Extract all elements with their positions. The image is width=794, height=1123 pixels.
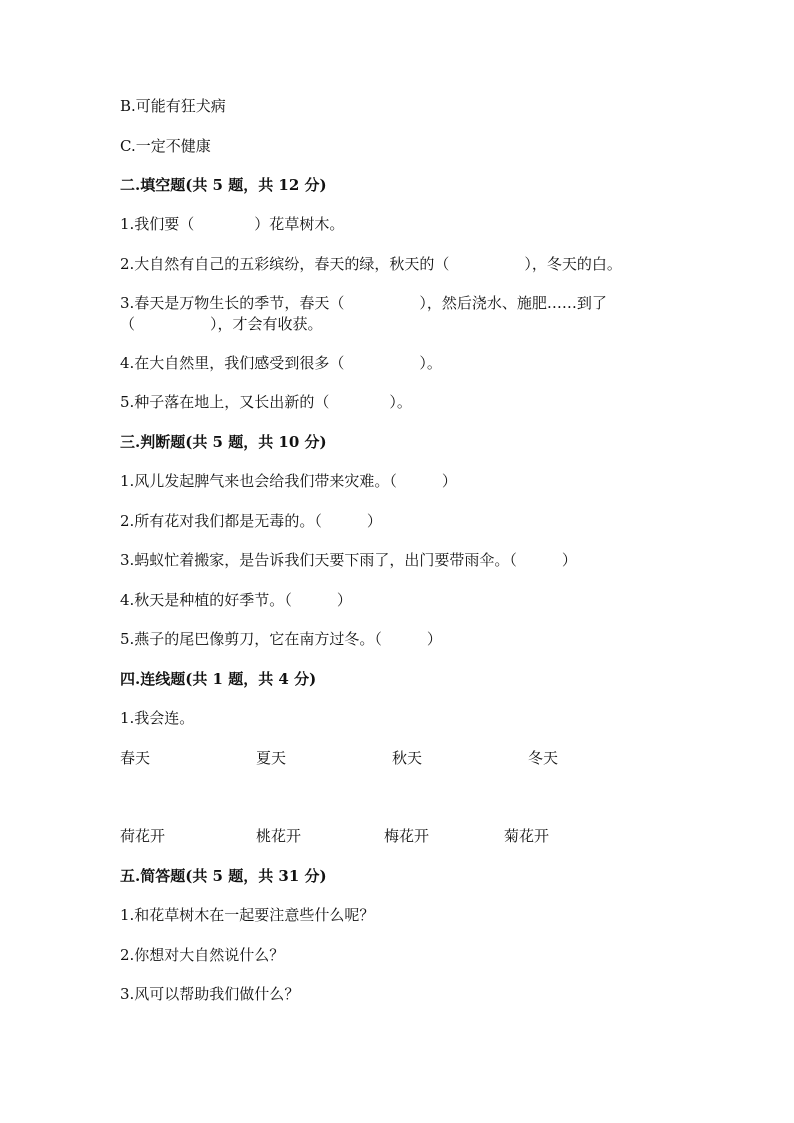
- section-heading-true-false: 三.判断题(共 5 题，共 10 分): [120, 433, 327, 451]
- fill-blank-question-3-continued: （ ），才会有收获。: [120, 315, 323, 333]
- choice-option-c: C.一定不健康: [120, 137, 211, 155]
- fill-blank-question-5: 5.种子落在地上，又长出新的（ ）。: [120, 393, 412, 411]
- season-autumn: 秋天: [392, 749, 423, 767]
- short-answer-question-3: 3.风可以帮助我们做什么？: [120, 985, 300, 1003]
- choice-option-b: B.可能有狂犬病: [120, 97, 226, 115]
- matching-question-1: 1.我会连。: [120, 709, 195, 727]
- flower-chrysanthemum: 菊花开: [504, 827, 550, 845]
- season-spring: 春天: [120, 749, 151, 767]
- true-false-question-4: 4.秋天是种植的好季节。（ ）: [120, 591, 352, 609]
- true-false-question-5: 5.燕子的尾巴像剪刀，它在南方过冬。（ ）: [120, 630, 442, 648]
- flower-plum: 梅花开: [384, 827, 430, 845]
- true-false-question-2: 2.所有花对我们都是无毒的。（ ）: [120, 512, 382, 530]
- season-summer: 夏天: [256, 749, 287, 767]
- flower-lotus: 荷花开: [120, 827, 166, 845]
- short-answer-question-1: 1.和花草树木在一起要注意些什么呢？: [120, 906, 375, 924]
- fill-blank-question-1: 1.我们要（ ）花草树木。: [120, 215, 345, 233]
- true-false-question-1: 1.风儿发起脾气来也会给我们带来灾难。（ ）: [120, 472, 457, 490]
- fill-blank-question-3: 3.春天是万物生长的季节，春天（ ），然后浇水、施肥……到了: [120, 294, 607, 312]
- fill-blank-question-4: 4.在大自然里，我们感受到很多（ ）。: [120, 354, 442, 372]
- short-answer-question-2: 2.你想对大自然说什么？: [120, 946, 285, 964]
- section-heading-fill-blank: 二.填空题(共 5 题，共 12 分): [120, 176, 327, 194]
- section-heading-matching: 四.连线题(共 1 题，共 4 分): [120, 670, 317, 688]
- section-heading-short-answer: 五.简答题(共 5 题，共 31 分): [120, 867, 327, 885]
- fill-blank-question-2: 2.大自然有自己的五彩缤纷，春天的绿，秋天的（ ），冬天的白。: [120, 255, 622, 273]
- flower-peach: 桃花开: [256, 827, 302, 845]
- true-false-question-3: 3.蚂蚁忙着搬家，是告诉我们天要下雨了，出门要带雨伞。（ ）: [120, 551, 577, 569]
- season-winter: 冬天: [528, 749, 559, 767]
